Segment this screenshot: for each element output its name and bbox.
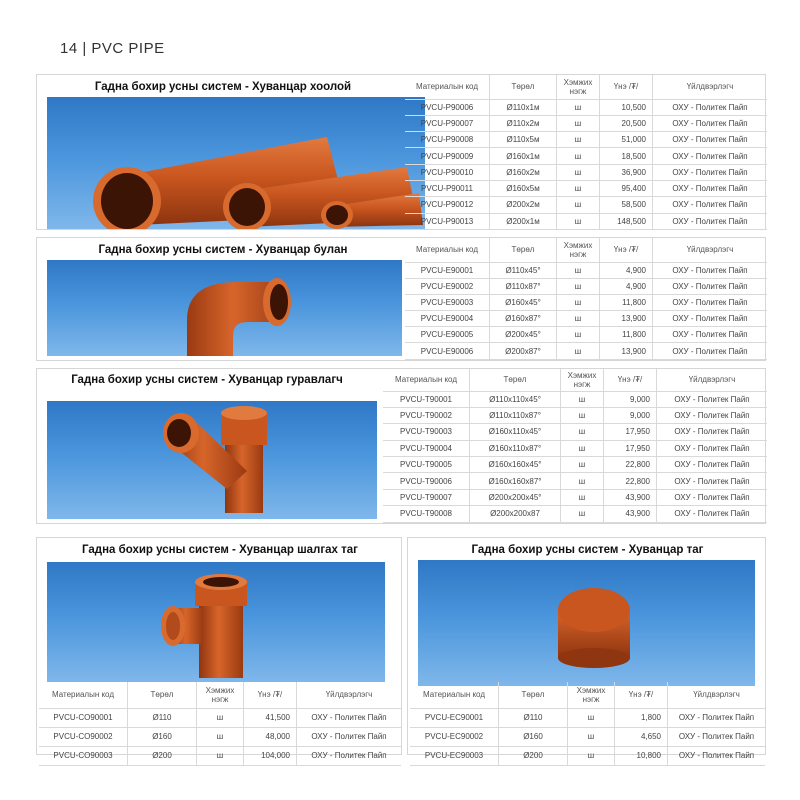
cell-maker: ОХУ - Политек Пайп (657, 473, 768, 489)
cell-unit: ш (557, 164, 600, 180)
cell-code: PVCU-EC90002 (410, 727, 499, 746)
table-row (383, 473, 767, 489)
cell-code: PVCU-EC90001 (410, 708, 499, 727)
table-body (383, 391, 767, 522)
cell-type: Ø160 (128, 727, 197, 746)
cell-price: 51,000 (600, 132, 653, 148)
cell-maker: ОХУ - Политек Пайп (657, 489, 768, 505)
cell-type: Ø160 (499, 727, 568, 746)
cell-unit: ш (557, 213, 600, 229)
col-header-code: Материалын код (405, 238, 490, 262)
cell-maker: ОХУ - Политек Пайп (668, 746, 766, 765)
cell-price: 11,800 (600, 294, 653, 310)
cell-maker: ОХУ - Политек Пайп (297, 746, 402, 765)
cell-maker: ОХУ - Политек Пайп (653, 311, 768, 327)
cell-maker: ОХУ - Политек Пайп (653, 115, 768, 131)
cell-type: Ø160x2м (490, 164, 557, 180)
section-end-cap (407, 537, 766, 760)
cell-code: PVCU-E90002 (405, 278, 490, 294)
cell-type: Ø110 (499, 708, 568, 727)
cell-price: 4,900 (600, 278, 653, 294)
spec-table (383, 369, 767, 523)
cell-unit: ш (568, 708, 615, 727)
table-row (405, 343, 767, 359)
table-body (405, 262, 767, 359)
cell-unit: ш (557, 197, 600, 213)
table-row (405, 164, 767, 180)
table-row (405, 197, 767, 213)
cell-maker: ОХУ - Политек Пайп (653, 99, 768, 115)
cell-price: 48,000 (244, 727, 297, 746)
cell-price: 17,950 (604, 424, 657, 440)
cell-unit: ш (557, 343, 600, 359)
spec-table (39, 682, 401, 766)
cell-code: PVCU-T90004 (383, 440, 470, 456)
table-row (383, 506, 767, 522)
cell-price: 41,500 (244, 708, 297, 727)
cell-maker: ОХУ - Политек Пайп (653, 294, 768, 310)
cell-type: Ø200x87° (490, 343, 557, 359)
table-row (39, 708, 401, 727)
table-body (405, 99, 767, 229)
section-title: Гадна бохир усны систем - Хуванцар таг (471, 544, 704, 556)
cell-code: PVCU-P90007 (405, 115, 490, 131)
cell-code: PVCU-EC90003 (410, 746, 499, 765)
cell-maker: ОХУ - Политек Пайп (668, 708, 766, 727)
cell-maker: ОХУ - Политек Пайп (653, 213, 768, 229)
table-body (39, 708, 401, 765)
cell-type: Ø110x110x87° (470, 407, 561, 423)
cell-unit: ш (197, 746, 244, 765)
table-row (410, 708, 765, 727)
cell-type: Ø110x1м (490, 99, 557, 115)
cell-type: Ø200 (499, 746, 568, 765)
page-title: 14 | PVC PIPE (60, 40, 165, 57)
section-title: Гадна бохир усны систем - Хуванцар гуравлагч (71, 374, 343, 386)
cell-unit: ш (568, 727, 615, 746)
col-header-unit: Хэмжих нэгж (568, 682, 615, 708)
cell-code: PVCU-P90009 (405, 148, 490, 164)
cell-maker: ОХУ - Политек Пайп (657, 457, 768, 473)
cell-maker: ОХУ - Политек Пайп (657, 440, 768, 456)
cell-maker: ОХУ - Политек Пайп (653, 262, 768, 278)
cell-maker: ОХУ - Политек Пайп (297, 708, 402, 727)
table-body (410, 708, 765, 765)
table-row (410, 727, 765, 746)
cell-unit: ш (561, 457, 604, 473)
cell-type: Ø160x1м (490, 148, 557, 164)
cell-price: 22,800 (604, 457, 657, 473)
table-row (405, 278, 767, 294)
cell-code: PVCU-T90006 (383, 473, 470, 489)
cell-code: PVCU-T90002 (383, 407, 470, 423)
col-header-price: Үнэ /₮/ (244, 682, 297, 708)
cell-price: 13,900 (600, 311, 653, 327)
cell-code: PVCU-T90005 (383, 457, 470, 473)
spec-table (405, 238, 767, 360)
cell-code: PVCU-E90005 (405, 327, 490, 343)
cell-unit: ш (557, 180, 600, 196)
col-header-unit: Хэмжих нэгж (561, 369, 604, 391)
section-wye (36, 368, 766, 524)
orange-inspection-tee-photo (47, 562, 385, 682)
cell-maker: ОХУ - Политек Пайп (657, 407, 768, 423)
cell-maker: ОХУ - Политек Пайп (653, 343, 768, 359)
cell-code: PVCU-P90012 (405, 197, 490, 213)
cell-code: PVCU-P90008 (405, 132, 490, 148)
orange-wye-photo (47, 401, 377, 519)
cell-unit: ш (197, 708, 244, 727)
col-header-price: Үнэ /₮/ (600, 238, 653, 262)
table-row (383, 440, 767, 456)
cell-price: 58,500 (600, 197, 653, 213)
table-row (405, 327, 767, 343)
cell-unit: ш (557, 262, 600, 278)
cell-price: 4,650 (615, 727, 668, 746)
cell-code: PVCU-P90006 (405, 99, 490, 115)
table-row (405, 132, 767, 148)
cell-code: PVCU-E90006 (405, 343, 490, 359)
cell-code: PVCU-P90010 (405, 164, 490, 180)
cell-type: Ø110 (128, 708, 197, 727)
cell-price: 18,500 (600, 148, 653, 164)
cell-maker: ОХУ - Политек Пайп (653, 180, 768, 196)
col-header-price: Үнэ /₮/ (600, 75, 653, 99)
cell-type: Ø160x160x45° (470, 457, 561, 473)
cell-maker: ОХУ - Политек Пайп (297, 727, 402, 746)
cell-maker: ОХУ - Политек Пайп (653, 278, 768, 294)
col-header-unit: Хэмжих нэгж (557, 238, 600, 262)
table-row (405, 148, 767, 164)
col-header-type: Төрөл (499, 682, 568, 708)
col-header-type: Төрөл (470, 369, 561, 391)
cell-type: Ø110x45° (490, 262, 557, 278)
col-header-code: Материалын код (405, 75, 490, 99)
cell-maker: ОХУ - Политек Пайп (653, 164, 768, 180)
table-row (405, 294, 767, 310)
cell-type: Ø200x1м (490, 213, 557, 229)
cell-unit: ш (561, 391, 604, 407)
table-row (383, 424, 767, 440)
cell-maker: ОХУ - Политек Пайп (657, 506, 768, 522)
cell-unit: ш (561, 407, 604, 423)
cell-unit: ш (557, 115, 600, 131)
table-row (383, 391, 767, 407)
section-elbows (36, 237, 766, 361)
table-row (39, 746, 401, 765)
cell-unit: ш (561, 440, 604, 456)
col-header-unit: Хэмжих нэгж (557, 75, 600, 99)
table-row (383, 407, 767, 423)
col-header-type: Төрөл (490, 75, 557, 99)
cell-type: Ø110x2м (490, 115, 557, 131)
col-header-maker: Үйлдвэрлэгч (297, 682, 402, 708)
cell-code: PVCU-E90001 (405, 262, 490, 278)
cell-unit: ш (557, 278, 600, 294)
spec-table (405, 75, 767, 230)
cell-unit: ш (557, 311, 600, 327)
cell-price: 10,800 (615, 746, 668, 765)
cell-type: Ø200x200x45° (470, 489, 561, 505)
cell-code: PVCU-CO90003 (39, 746, 128, 765)
cell-maker: ОХУ - Политек Пайп (668, 727, 766, 746)
section-inspection-tee (36, 537, 402, 760)
cell-code: PVCU-CO90002 (39, 727, 128, 746)
table-row (383, 457, 767, 473)
col-header-maker: Үйлдвэрлэгч (657, 369, 768, 391)
cell-price: 10,500 (600, 99, 653, 115)
table-row (405, 115, 767, 131)
section-title: Гадна бохир усны систем - Хуванцар булан (98, 244, 348, 256)
cell-unit: ш (561, 506, 604, 522)
cell-type: Ø160x110x45° (470, 424, 561, 440)
cell-code: PVCU-T90008 (383, 506, 470, 522)
cell-price: 95,400 (600, 180, 653, 196)
section-pipes (36, 74, 766, 230)
cell-unit: ш (561, 489, 604, 505)
col-header-maker: Үйлдвэрлэгч (653, 75, 768, 99)
cell-unit: ш (557, 99, 600, 115)
cell-price: 9,000 (604, 407, 657, 423)
col-header-code: Материалын код (383, 369, 470, 391)
cell-unit: ш (561, 424, 604, 440)
col-header-unit: Хэмжих нэгж (197, 682, 244, 708)
cell-price: 22,800 (604, 473, 657, 489)
table-row (405, 213, 767, 229)
cell-unit: ш (557, 294, 600, 310)
cell-type: Ø110x87° (490, 278, 557, 294)
cell-maker: ОХУ - Политек Пайп (653, 132, 768, 148)
cell-price: 43,900 (604, 489, 657, 505)
cell-code: PVCU-P90013 (405, 213, 490, 229)
cell-code: PVCU-CO90001 (39, 708, 128, 727)
cell-price: 104,000 (244, 746, 297, 765)
col-header-maker: Үйлдвэрлэгч (653, 238, 768, 262)
cell-unit: ш (557, 327, 600, 343)
cell-type: Ø160x87° (490, 311, 557, 327)
cell-unit: ш (557, 148, 600, 164)
col-header-type: Төрөл (128, 682, 197, 708)
cell-type: Ø110x5м (490, 132, 557, 148)
section-title: Гадна бохир усны систем - Хуванцар шалгах таг (82, 544, 358, 556)
cell-type: Ø160x110x87° (470, 440, 561, 456)
cell-price: 17,950 (604, 440, 657, 456)
cell-type: Ø160x5м (490, 180, 557, 196)
cell-code: PVCU-T90003 (383, 424, 470, 440)
cell-maker: ОХУ - Политек Пайп (657, 391, 768, 407)
table-row (410, 746, 765, 765)
cell-price: 36,900 (600, 164, 653, 180)
cell-type: Ø200x45° (490, 327, 557, 343)
cell-price: 4,900 (600, 262, 653, 278)
orange-elbow-photo (47, 260, 402, 356)
cell-code: PVCU-T90001 (383, 391, 470, 407)
cell-price: 13,900 (600, 343, 653, 359)
cell-maker: ОХУ - Политек Пайп (653, 148, 768, 164)
cell-type: Ø200x2м (490, 197, 557, 213)
cell-price: 20,500 (600, 115, 653, 131)
table-row (405, 99, 767, 115)
cell-unit: ш (197, 727, 244, 746)
cell-type: Ø110x110x45° (470, 391, 561, 407)
table-row (405, 311, 767, 327)
cell-code: PVCU-T90007 (383, 489, 470, 505)
col-header-maker: Үйлдвэрлэгч (668, 682, 766, 708)
cell-price: 11,800 (600, 327, 653, 343)
cell-code: PVCU-E90004 (405, 311, 490, 327)
cell-maker: ОХУ - Политек Пайп (653, 197, 768, 213)
table-row (39, 727, 401, 746)
col-header-code: Материалын код (410, 682, 499, 708)
col-header-code: Материалын код (39, 682, 128, 708)
orange-end-cap-photo (418, 560, 755, 686)
table-row (383, 489, 767, 505)
cell-price: 9,000 (604, 391, 657, 407)
cell-maker: ОХУ - Политек Пайп (653, 327, 768, 343)
col-header-type: Төрөл (490, 238, 557, 262)
table-row (405, 262, 767, 278)
cell-code: PVCU-P90011 (405, 180, 490, 196)
orange-pipes-photo (47, 97, 425, 229)
cell-type: Ø160x160x87° (470, 473, 561, 489)
cell-type: Ø200x200x87 (470, 506, 561, 522)
table-row (405, 180, 767, 196)
col-header-price: Үнэ /₮/ (615, 682, 668, 708)
col-header-price: Үнэ /₮/ (604, 369, 657, 391)
cell-price: 43,900 (604, 506, 657, 522)
cell-unit: ш (568, 746, 615, 765)
spec-table (410, 682, 765, 766)
cell-unit: ш (557, 132, 600, 148)
cell-unit: ш (561, 473, 604, 489)
cell-type: Ø200 (128, 746, 197, 765)
cell-maker: ОХУ - Политек Пайп (657, 424, 768, 440)
section-title: Гадна бохир усны систем - Хуванцар хоолой (94, 81, 352, 93)
cell-price: 1,800 (615, 708, 668, 727)
cell-type: Ø160x45° (490, 294, 557, 310)
cell-price: 148,500 (600, 213, 653, 229)
cell-code: PVCU-E90003 (405, 294, 490, 310)
